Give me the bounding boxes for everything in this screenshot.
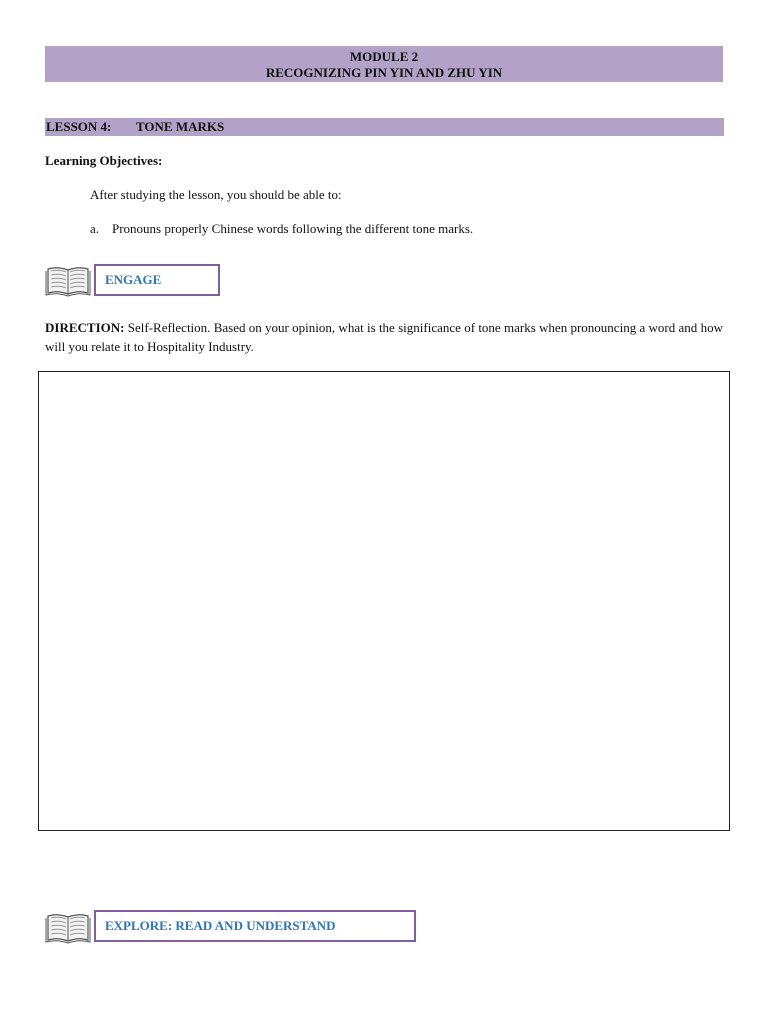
- objective-item: [90, 220, 473, 238]
- module-header: [45, 46, 723, 82]
- explore-label: EXPLORE: READ AND UNDERSTAND: [105, 918, 336, 933]
- engage-section-label: [94, 264, 220, 296]
- objectives-heading: Learning Objectives:: [45, 153, 163, 168]
- objective-marker: a.: [90, 221, 100, 236]
- answer-box[interactable]: [38, 371, 730, 831]
- objectives-intro: After studying the lesson, you should be able to:: [90, 187, 342, 202]
- open-book-icon: [45, 908, 91, 944]
- open-book-icon: [45, 261, 91, 297]
- engage-label: ENGAGE: [105, 272, 162, 287]
- explore-section-label: [94, 910, 416, 942]
- lesson-header: [45, 118, 724, 136]
- direction-paragraph: [45, 318, 723, 356]
- direction-label: DIRECTION:: [45, 320, 125, 335]
- lesson-title: TONE MARKS: [136, 119, 225, 134]
- objective-text: Pronouns properly Chinese words following the different tone marks.: [112, 221, 474, 236]
- lesson-number: LESSON 4:: [46, 119, 112, 134]
- module-title: RECOGNIZING PIN YIN AND ZHU YIN: [265, 65, 503, 80]
- direction-text: Self-Reflection. Based on your opinion, what is the significance of tone marks when pronouncing a word and how will you relate it to Hospitality Industry.: [45, 320, 723, 354]
- module-number: MODULE 2: [349, 49, 419, 64]
